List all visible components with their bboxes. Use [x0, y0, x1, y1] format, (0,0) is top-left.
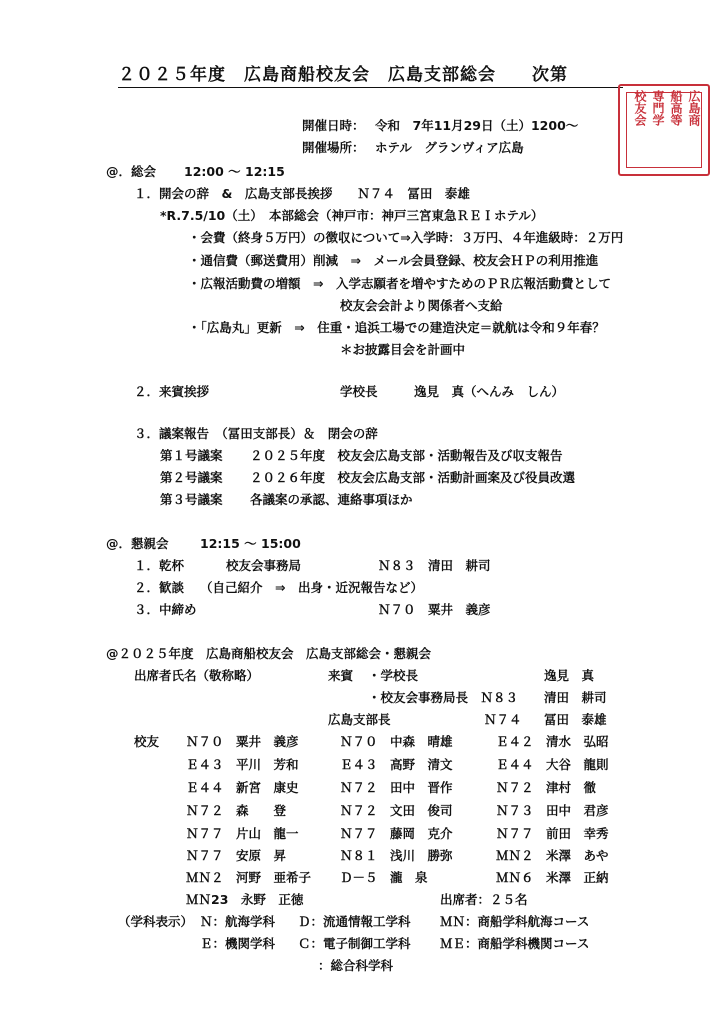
alumni-entry: Ｎ７３ 田中 君彦 — [496, 803, 609, 818]
general-meeting-heading: @．総会 — [106, 164, 157, 179]
alumni-entry: Ｄ－５ 瀧 泉 — [340, 870, 428, 885]
branch-name: 冨田 泰雄 — [544, 712, 607, 727]
alumni-entry: Ｎ８１ 浅川 勝弥 — [340, 848, 453, 863]
place-label: 開催場所： — [302, 140, 365, 155]
alumni-entry: ＭＮ２ 河野 亜希子 — [186, 870, 312, 885]
attendees-names-label: 出席者氏名（敬称略） — [134, 668, 260, 683]
agenda-report-heading: ３．議案報告 （冨田支部長）＆ 閉会の辞 — [134, 426, 378, 441]
alumni-entry: Ｎ７２ 田中 晋作 — [340, 780, 453, 795]
social-item-close-person: Ｎ７０ 粟井 義彦 — [378, 602, 491, 617]
seal-text-2: 船高等 — [669, 90, 683, 126]
agenda-2-label: 第２号議案 — [160, 470, 223, 485]
guest1-role: ・学校長 — [368, 668, 419, 683]
seal-text-4: 校友会 — [633, 90, 647, 126]
alumni-entry: Ｎ７７ 藤岡 克介 — [340, 826, 453, 841]
social-item-close: ３．中締め — [134, 602, 197, 617]
bullet-pr-budget: ・広報活動費の増額 ⇒ 入学志願者を増やすためのＰＲ広報活動費として — [188, 276, 611, 291]
bullet-unveiling: ＊お披露目会を計画中 — [340, 342, 466, 357]
alumni-entry: Ｎ７０ 粟井 義彦 — [186, 734, 299, 749]
alumni-entry: Ｎ７２ 津村 徹 — [496, 780, 597, 795]
bullet-hiroshima-maru: ・「広島丸」更新 ⇒ 住重・追浜工場での建造決定＝就航は令和９年春？ — [188, 320, 605, 335]
branch-code: Ｎ７４ — [484, 712, 522, 727]
alumni-entry: Ｅ４３ 高野 清文 — [340, 757, 453, 772]
legend-entry: Ｅ：機関学科 — [200, 936, 276, 951]
alumni-entry: ＭＮ23 永野 正徳 — [186, 892, 304, 907]
seal-text-1: 広島商 — [687, 90, 701, 126]
agenda-1-text: ２０２５年度 校友会広島支部・活動報告及び収支報告 — [250, 448, 563, 463]
place-value: ホテル グランヴィア広島 — [375, 140, 524, 155]
guest-speech-label: ２．来賓挨拶 — [134, 384, 210, 399]
legend-entry: ＭＥ：商船学科機関コース — [440, 936, 590, 951]
date-value: 令和 7年11月29日（土）1200～ — [375, 118, 579, 133]
bullet-fee: ・会費（終身５万円）の徴収について⇒入学時：３万円、４年進級時：２万円 — [188, 230, 624, 245]
alumni-entry: Ｎ７０ 中森 晴雄 — [340, 734, 453, 749]
alumni-entry: Ｅ４４ 新宮 康史 — [186, 780, 299, 795]
hq-meeting-note: *R.7.5/10（土） 本部総会（神戸市：神戸三宮東急ＲＥＩホテル） — [160, 208, 544, 223]
social-item-toast-desc: 校友会事務局 — [226, 558, 302, 573]
alumni-entry: Ｅ４２ 清水 弘昭 — [496, 734, 609, 749]
opening-item: １．開会の辞 & 広島支部長挨拶 Ｎ７４ 冨田 泰雄 — [134, 186, 470, 201]
guest1-name: 逸見 真 — [544, 668, 595, 683]
guest2-role: ・校友会事務局長 Ｎ８３ — [368, 690, 519, 705]
guest-speech-name: 逸見 真（へんみ しん） — [414, 384, 565, 399]
agenda-3-label: 第３号議案 — [160, 492, 223, 507]
alumni-entry: Ｅ４４ 大谷 龍則 — [496, 757, 609, 772]
attendees-heading: @２０２５年度 広島商船校友会 広島支部総会・懇親会 — [106, 646, 432, 661]
agenda-1-label: 第１号議案 — [160, 448, 223, 463]
social-item-chat-desc: （自己紹介 ⇒ 出身・近況報告など） — [200, 580, 423, 595]
guest-speech-role: 学校長 — [340, 384, 378, 399]
branch-label: 広島支部長 — [328, 712, 391, 727]
alumni-entry: Ｅ４３ 平川 芳和 — [186, 757, 299, 772]
seal-text-3: 専門学 — [651, 90, 665, 126]
alumni-entry: ＭＮ２ 米澤 あや — [496, 848, 609, 863]
alumni-entry: Ｎ７７ 片山 龍一 — [186, 826, 299, 841]
social-item-toast: １．乾杯 — [134, 558, 185, 573]
alumni-entry: Ｎ７２ 文田 俊司 — [340, 803, 453, 818]
alumni-label: 校友 — [134, 734, 160, 749]
social-time: 12:15 ～ 15:00 — [200, 536, 301, 551]
alumni-entry: Ｎ７７ 前田 幸秀 — [496, 826, 609, 841]
bullet-pr-budget-cont: 校友会会計より関係者へ支給 — [340, 298, 503, 313]
legend-entry: Ｃ：電子制御工学科 — [298, 936, 411, 951]
social-item-chat: ２．歓談 — [134, 580, 185, 595]
guest2-name: 清田 耕司 — [544, 690, 607, 705]
general-meeting-time: 12:00 ～ 12:15 — [184, 164, 285, 179]
legend-entry: Ｎ：航海学科 — [200, 914, 276, 929]
legend-entry: ：総合科学科 — [318, 958, 394, 973]
page-title: ２０２５年度 広島商船校友会 広島支部総会 次第 — [118, 60, 623, 88]
guest-label: 来賓 — [328, 668, 354, 683]
alumni-entry: ＭＮ６ 米澤 正納 — [496, 870, 609, 885]
attendee-count: 出席者：２５名 — [440, 892, 528, 907]
social-heading: @．懇親会 — [106, 536, 169, 551]
legend-entry: Ｄ：流通情報工学科 — [298, 914, 411, 929]
agenda-2-text: ２０２６年度 校友会広島支部・活動計画案及び役員改選 — [250, 470, 576, 485]
alumni-entry: Ｎ７２ 森 登 — [186, 803, 287, 818]
agenda-3-text: 各議案の承認、連絡事項ほか — [250, 492, 413, 507]
date-label: 開催日時： — [302, 118, 365, 133]
seal-stamp — [618, 84, 710, 176]
department-legend-label: （学科表示） — [118, 914, 194, 929]
bullet-postage: ・通信費（郵送費用）削減 ⇒ メール会員登録、校友会ＨＰの利用推進 — [188, 253, 599, 268]
alumni-entry: Ｎ７７ 安原 昇 — [186, 848, 287, 863]
legend-entry: ＭＮ：商船学科航海コース — [440, 914, 590, 929]
social-item-toast-person: Ｎ８３ 清田 耕司 — [378, 558, 491, 573]
